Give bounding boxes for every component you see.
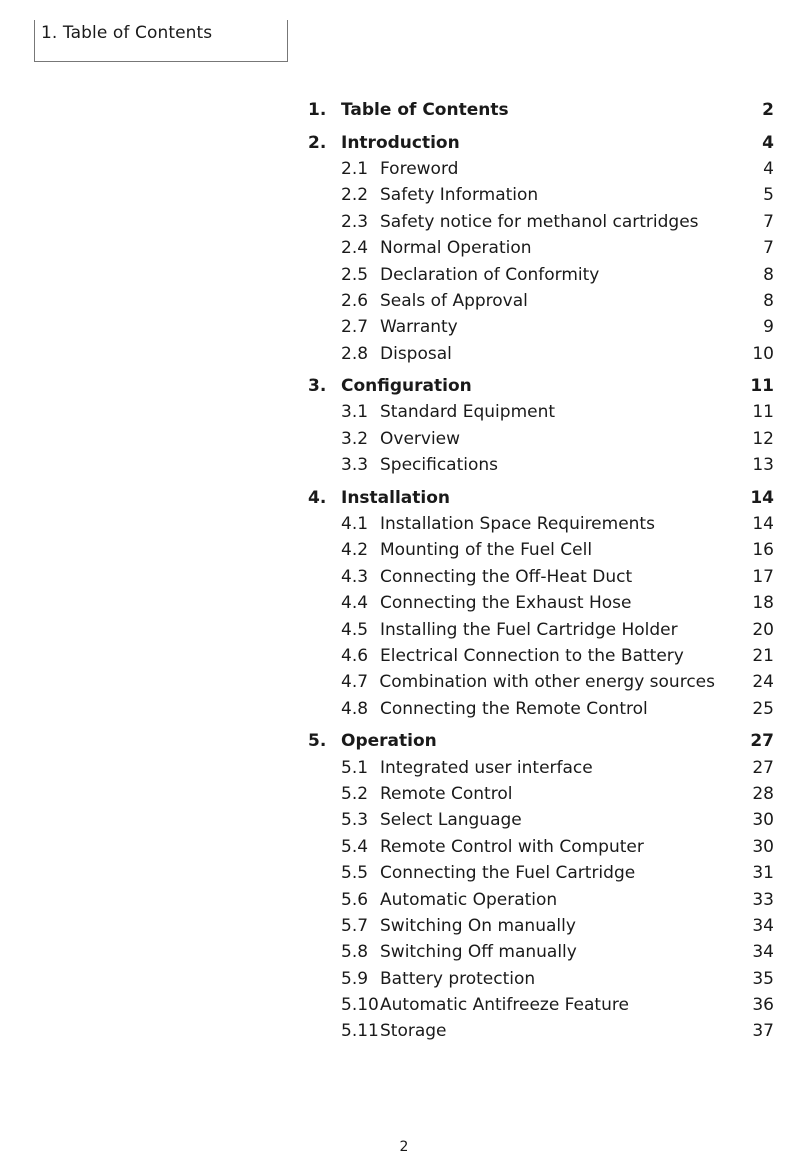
toc-section-number: 5.11	[341, 1021, 379, 1042]
toc-section-title: Seals of Approval	[380, 290, 528, 311]
toc-section-page: 8	[763, 264, 774, 285]
toc-section-number: 5.7	[341, 915, 369, 936]
toc-chapter-number: 3.	[308, 376, 327, 397]
toc-section-number: 5.3	[341, 810, 369, 831]
toc-section-page: 27	[752, 757, 774, 778]
toc-section-entry[interactable]	[308, 1018, 774, 1044]
toc-section-title: Integrated user interface	[380, 757, 593, 778]
toc-section-title: Automatic Antifreeze Feature	[380, 995, 629, 1016]
toc-section-entry[interactable]	[308, 807, 774, 833]
toc-section-entry[interactable]	[308, 696, 774, 722]
toc-section-page: 35	[752, 968, 774, 989]
toc-section-page: 21	[752, 646, 774, 666]
toc-section-title: Mounting of the Fuel Cell	[380, 540, 593, 561]
toc-chapter-page: 11	[750, 376, 774, 397]
toc-section-entry[interactable]	[308, 992, 774, 1018]
toc-chapter-page: 14	[750, 487, 774, 508]
toc-section-title: Remote Control with Computer	[380, 836, 644, 857]
toc-section-number: 5.9	[341, 968, 369, 989]
toc-section-number: 5.1	[341, 757, 369, 778]
toc-section-page: 18	[752, 593, 774, 614]
toc-section-number: 4.1	[341, 514, 369, 535]
toc-section-page: 30	[752, 836, 774, 857]
toc-chapter-title: Installation	[341, 487, 451, 508]
toc-section-number: 4.6	[341, 646, 369, 666]
toc-section-page: 36	[752, 995, 774, 1016]
toc-section-entry[interactable]	[308, 426, 774, 452]
toc-section-page: 10	[752, 343, 774, 364]
toc-section-page: 14	[752, 514, 774, 535]
toc-section-entry[interactable]	[308, 939, 774, 965]
toc-section-page: 8	[763, 290, 774, 311]
toc-section-page: 7	[763, 238, 774, 259]
toc-section-page: 31	[752, 863, 774, 884]
toc-section-number: 3.2	[341, 428, 369, 449]
toc-chapter-entry[interactable]	[308, 484, 774, 510]
toc-section-entry[interactable]	[308, 314, 774, 340]
toc-section-number: 5.6	[341, 889, 369, 910]
toc-chapter-title: Table of Contents	[341, 100, 509, 121]
toc-chapter	[308, 728, 774, 1045]
toc-section-entry[interactable]	[308, 781, 774, 807]
toc-section-page: 34	[752, 942, 774, 963]
page-number: 2	[399, 1139, 409, 1155]
toc-section-number: 2.2	[341, 185, 369, 206]
toc-section-entry[interactable]	[308, 886, 774, 912]
toc-chapter-entry[interactable]	[308, 129, 774, 155]
toc-section-page: 17	[752, 566, 774, 587]
toc-chapter-entry[interactable]	[308, 97, 774, 123]
toc-section-title: Switching On manually	[380, 915, 576, 936]
toc-section-page: 37	[752, 1021, 774, 1042]
toc-section-number: 4.3	[341, 566, 369, 587]
toc-section-number: 2.1	[341, 158, 369, 179]
toc-chapter-number: 5.	[308, 731, 327, 752]
toc-section-entry[interactable]	[308, 669, 774, 695]
toc-section-entry[interactable]	[308, 452, 774, 478]
toc-section-page: 13	[752, 455, 774, 476]
toc-chapter-page: 2	[762, 100, 774, 121]
toc-section-title: Normal Operation	[380, 238, 532, 259]
toc-chapter	[308, 97, 774, 123]
toc-section-page: 24	[752, 672, 774, 693]
toc-section-number: 5.2	[341, 783, 369, 804]
toc-section-number: 2.6	[341, 290, 369, 311]
toc-section-number: 4.8	[341, 698, 369, 719]
toc-section-page: 11	[752, 402, 774, 423]
toc-section-title: Safety notice for methanol cartridges	[380, 211, 699, 232]
toc-chapter-entry[interactable]	[308, 373, 774, 399]
toc-section-page: 7	[763, 211, 774, 232]
toc-section-entry[interactable]	[308, 288, 774, 314]
toc-section-title: Combination with other energy sources	[379, 672, 715, 693]
toc-section-entry[interactable]	[308, 564, 774, 590]
toc-section-entry[interactable]	[308, 537, 774, 563]
toc-section-number: 3.3	[341, 455, 369, 476]
toc-section-number: 2.8	[341, 343, 369, 364]
toc-section-number: 5.4	[341, 836, 369, 857]
toc-section-entry[interactable]	[308, 754, 774, 780]
toc-chapter-entry[interactable]	[308, 728, 774, 754]
toc-section-entry[interactable]	[308, 341, 774, 367]
toc-section-page: 30	[752, 810, 774, 831]
toc-section-number: 4.5	[341, 619, 369, 640]
toc-section-title: Switching Off manually	[380, 942, 577, 963]
toc-chapter-number: 1.	[308, 100, 327, 121]
toc-section-title: Declaration of Conformity	[380, 264, 600, 285]
toc-section-number: 3.1	[341, 402, 369, 423]
toc-section-page: 34	[752, 915, 774, 936]
running-header	[34, 20, 288, 62]
toc-section-title: Specifications	[380, 455, 499, 476]
toc-section-title: Connecting the Exhaust Hose	[380, 593, 632, 614]
toc-section-page: 12	[752, 428, 774, 449]
toc-section-title: Storage	[380, 1021, 447, 1042]
toc-section-number: 2.7	[341, 317, 369, 338]
toc-section-page: 9	[763, 317, 774, 338]
running-header-title: 1. Table of Contents	[41, 23, 213, 43]
toc-section-page: 4	[763, 158, 774, 179]
toc-section-title: Select Language	[380, 810, 522, 831]
toc-section-entry[interactable]	[308, 643, 774, 669]
toc-section-entry[interactable]	[308, 913, 774, 939]
toc-section-title: Safety Information	[380, 185, 539, 206]
toc-section-number: 2.3	[341, 211, 369, 232]
toc-chapter	[308, 484, 774, 722]
toc-section-entry[interactable]	[308, 399, 774, 425]
toc-section-entry[interactable]	[308, 156, 774, 182]
toc-section-page: 16	[752, 540, 774, 561]
toc-section-entry[interactable]	[308, 511, 774, 537]
toc-chapter-title: Introduction	[341, 132, 460, 153]
toc-section-entry[interactable]	[308, 235, 774, 261]
toc-section-title: Overview	[380, 428, 461, 449]
toc-section-number: 5.8	[341, 942, 369, 963]
toc-section-number: 5.10	[341, 995, 379, 1016]
toc-section-title: Disposal	[380, 343, 452, 364]
toc-section-title: Connecting the Off-Heat Duct	[380, 566, 633, 587]
toc-chapter-page: 4	[762, 132, 774, 153]
toc-chapter-page: 27	[750, 731, 774, 752]
table-of-contents	[308, 97, 774, 1051]
toc-chapter-title: Configuration	[341, 376, 472, 397]
toc-section-page: 28	[752, 783, 774, 804]
toc-section-title: Connecting the Fuel Cartridge	[380, 863, 636, 884]
toc-section-entry[interactable]	[308, 616, 774, 642]
toc-section-entry[interactable]	[308, 261, 774, 287]
toc-section-title: Standard Equipment	[380, 402, 556, 423]
toc-section-title: Foreword	[380, 158, 459, 179]
toc-section-entry[interactable]	[308, 209, 774, 235]
toc-section-page: 33	[752, 889, 774, 910]
toc-section-number: 2.5	[341, 264, 369, 285]
toc-section-entry[interactable]	[308, 182, 774, 208]
toc-chapter-number: 4.	[308, 487, 327, 508]
toc-section-title: Connecting the Remote Control	[380, 698, 648, 719]
toc-chapter	[308, 373, 774, 479]
toc-section-page: 25	[752, 698, 774, 719]
toc-section-number: 2.4	[341, 238, 369, 259]
toc-section-title: Warranty	[380, 317, 458, 338]
toc-section-entry[interactable]	[308, 590, 774, 616]
toc-section-page: 20	[752, 619, 774, 640]
toc-section-title: Remote Control	[380, 783, 513, 804]
toc-chapter-number: 2.	[308, 132, 327, 153]
toc-section-title: Installation Space Requirements	[380, 514, 655, 535]
toc-section-entry[interactable]	[308, 834, 774, 860]
toc-chapter-title: Operation	[341, 731, 437, 752]
toc-section-title: Electrical Connection to the Battery	[380, 646, 684, 666]
toc-section-entry[interactable]	[308, 860, 774, 886]
toc-section-title: Automatic Operation	[380, 889, 558, 910]
toc-section-number: 4.7	[341, 672, 369, 693]
toc-section-number: 4.4	[341, 593, 369, 614]
toc-section-title: Installing the Fuel Cartridge Holder	[380, 619, 678, 640]
toc-section-entry[interactable]	[308, 966, 774, 992]
toc-section-page: 5	[763, 185, 774, 206]
toc-section-number: 5.5	[341, 863, 369, 884]
toc-chapter	[308, 129, 774, 367]
toc-section-number: 4.2	[341, 540, 369, 561]
toc-section-title: Battery protection	[380, 968, 536, 989]
